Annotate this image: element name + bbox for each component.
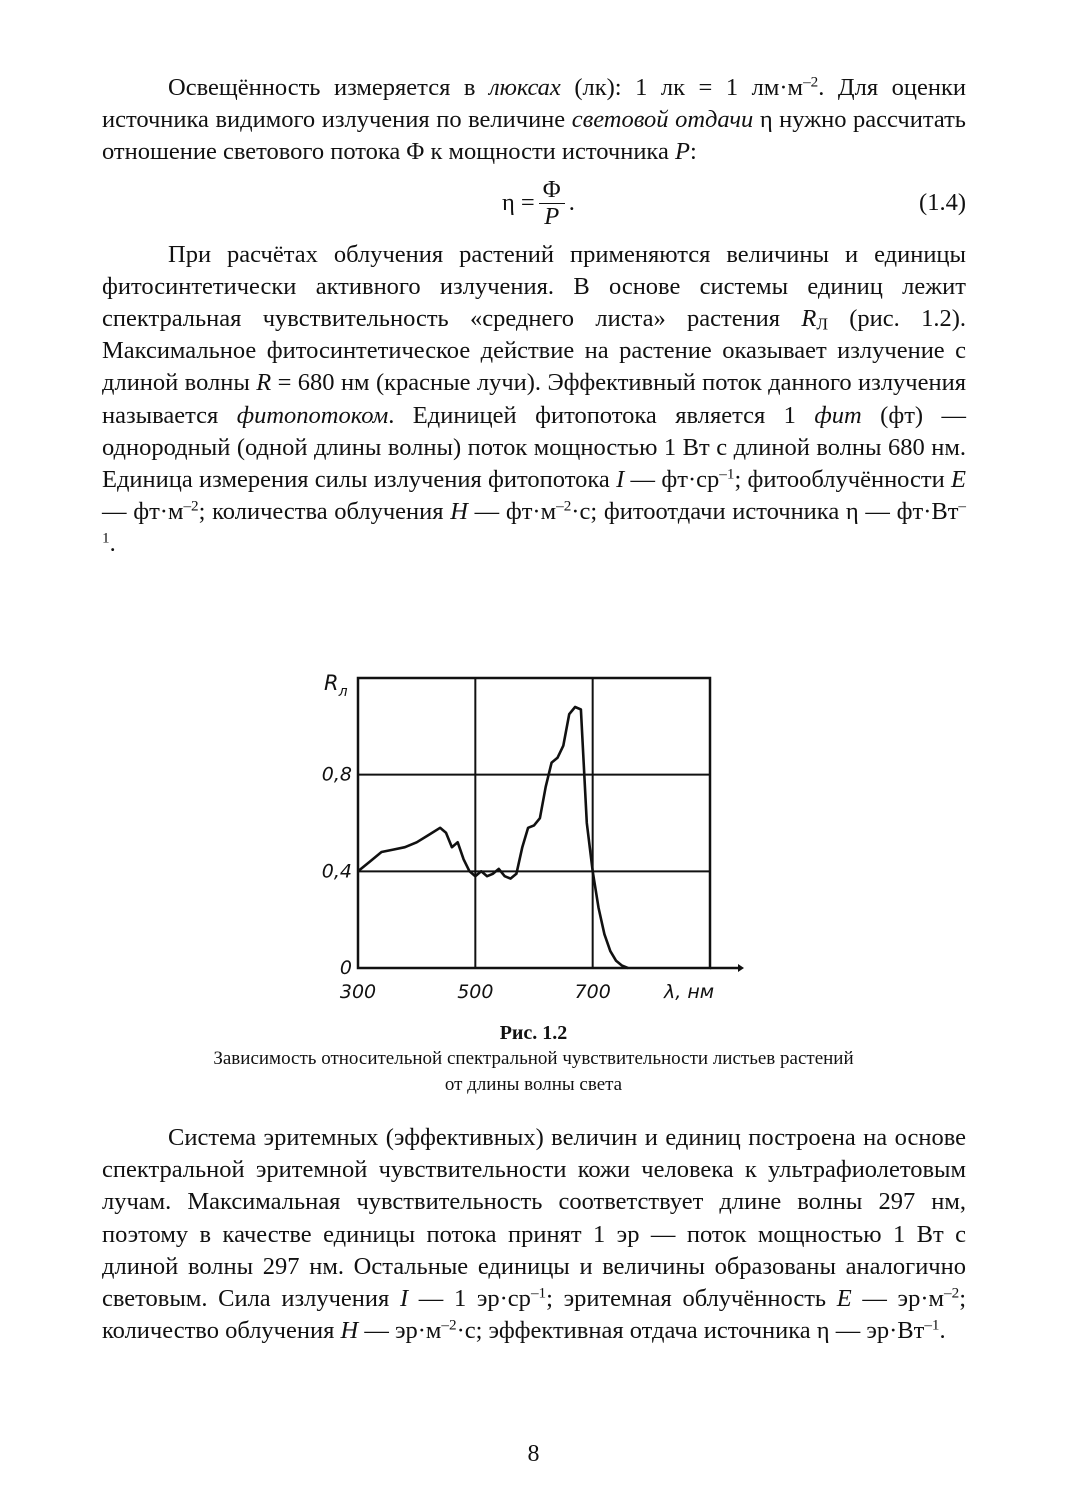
y-tick-label: 0 <box>339 957 352 979</box>
text-run: — эр·м <box>358 1317 442 1345</box>
text-run: –2 <box>803 73 819 91</box>
text-run: Л <box>816 314 828 334</box>
text-run: ; фитооблучённости <box>734 466 952 494</box>
text-run: –2 <box>441 1316 457 1334</box>
text-run: — фт·м <box>102 498 184 526</box>
text-run: При расчётах облучения растений применяются величины и единицы фитосинтетически активного излучения. В основе системы единиц лежит спектральная чувствительность «среднего листа» растения <box>102 240 966 333</box>
text-run: — 1 эр·ср <box>408 1285 531 1313</box>
text-run: . Единицей фитопотока является 1 <box>388 401 815 429</box>
text-run: Освещённость измеряется в <box>168 74 489 101</box>
text-run: η нужно рассчитать отношение светового потока Φ к мощности источника <box>102 106 966 166</box>
text-run: ; эритемная облучённость <box>546 1285 837 1313</box>
paragraph <box>102 72 966 169</box>
equation-denominator: P <box>544 202 560 230</box>
text-run: –2 <box>183 497 199 515</box>
text-run: фитопотоком <box>236 401 389 429</box>
text-run: . <box>109 530 116 558</box>
text-run: ; количества облучения <box>198 498 451 526</box>
text-run: (фт) — однородный (одной длины волны) поток мощностью 1 Вт с длиной волны 680 нм. Единица измерения силы излучения фитопотока <box>102 401 966 494</box>
x-tick-label: 300 <box>339 981 377 1003</box>
page-number: 8 <box>527 1441 540 1467</box>
text-run: — фт·м <box>467 498 557 526</box>
y-axis-label <box>324 671 348 700</box>
text-run: люксах <box>488 74 561 101</box>
text-run: фит <box>814 401 862 429</box>
text-run: I <box>616 466 625 494</box>
plot-frame <box>358 678 710 968</box>
text-run: E <box>951 466 967 494</box>
text-run: Система эритемных (эффективных) величин и единиц построена на основе спектральной эритемной чувствительности кожи человека к ультрафиолетовым лучам. Максимальная чувствительность соответствует длине волны 297 нм, поэтому в качестве единицы потока принят 1 эр — поток мощностью 1 Вт с длиной волны 297 нм. Остальные единицы и величины образованы аналогично световым. Сила излучения <box>102 1124 966 1313</box>
equation-lhs: η = <box>502 189 535 217</box>
equation-tail: . <box>568 189 575 217</box>
y-tick-label: 0,8 <box>321 763 352 786</box>
caption-line-2: от длины волны света <box>444 1074 623 1095</box>
text-run: –2 <box>556 497 572 515</box>
text-run: –1 <box>719 465 735 483</box>
figure-caption <box>0 1020 1067 1098</box>
text-run: E <box>836 1285 852 1313</box>
paragraph <box>102 1122 966 1347</box>
text-run: — эр·м <box>851 1285 944 1313</box>
text-block-phyto <box>102 239 966 561</box>
y-axis-label-sub: л <box>338 684 348 700</box>
text-run: –1 <box>530 1284 547 1302</box>
equation-number: (1.4) <box>919 188 966 216</box>
page-body-top <box>102 72 966 561</box>
y-tick-label: 0,4 <box>321 860 352 883</box>
text-run: I <box>399 1285 409 1313</box>
equation-1-4 <box>102 169 966 239</box>
text-run: ·с; эффективная отдача источника η — эр·Вт <box>456 1317 925 1345</box>
page-body-bottom <box>102 1122 966 1347</box>
text-run: R <box>256 369 272 397</box>
sensitivity-curve <box>358 707 628 968</box>
text-run: –2 <box>944 1284 960 1302</box>
text-run: (лк): 1 лк = 1 лм·м <box>560 74 804 101</box>
text-block-erythema <box>102 1122 966 1347</box>
text-run: R <box>801 305 817 333</box>
equation-fraction <box>539 177 565 230</box>
paragraph <box>102 239 966 561</box>
text-run: ·с; фитоотдачи источника η — фт·Вт <box>571 498 959 526</box>
text-run: P <box>674 138 690 166</box>
text-run: H <box>450 498 468 526</box>
text-run: . Для оценки источника видимого излучения по величине <box>102 74 966 134</box>
spectral-sensitivity-chart <box>320 660 750 1005</box>
text-run: — фт·ср <box>624 466 720 494</box>
text-run: (рис. 1.2). Максимальное фитосинтетическое действие на растение оказывает излучение с длиной волны <box>102 305 966 397</box>
caption-line-1: Зависимость относительной спектральной чувствительности листьев растений <box>213 1048 854 1069</box>
x-axis-label: λ, нм <box>664 981 715 1003</box>
text-run: –1 <box>924 1316 940 1334</box>
x-axis-arrow <box>738 964 744 972</box>
equation-numerator: Φ <box>539 177 565 204</box>
text-run: . <box>939 1317 946 1345</box>
text-block-intro <box>102 72 966 169</box>
caption-title: Рис. 1.2 <box>499 1022 568 1044</box>
figure-1-2 <box>320 660 750 1005</box>
text-run: –1 <box>102 497 966 548</box>
text-run: : <box>689 138 697 166</box>
x-tick-label: 500 <box>457 981 494 1003</box>
text-run: ; количество облучения <box>102 1285 966 1345</box>
equation-body <box>502 177 575 230</box>
x-tick-label: 700 <box>574 981 611 1003</box>
text-run: H <box>340 1317 359 1345</box>
y-axis-label-main: R <box>324 671 339 695</box>
text-run: световой отдачи <box>571 106 754 134</box>
text-run: = 680 нм (красные лучи). Эффективный поток данного излучения называется <box>102 369 966 429</box>
